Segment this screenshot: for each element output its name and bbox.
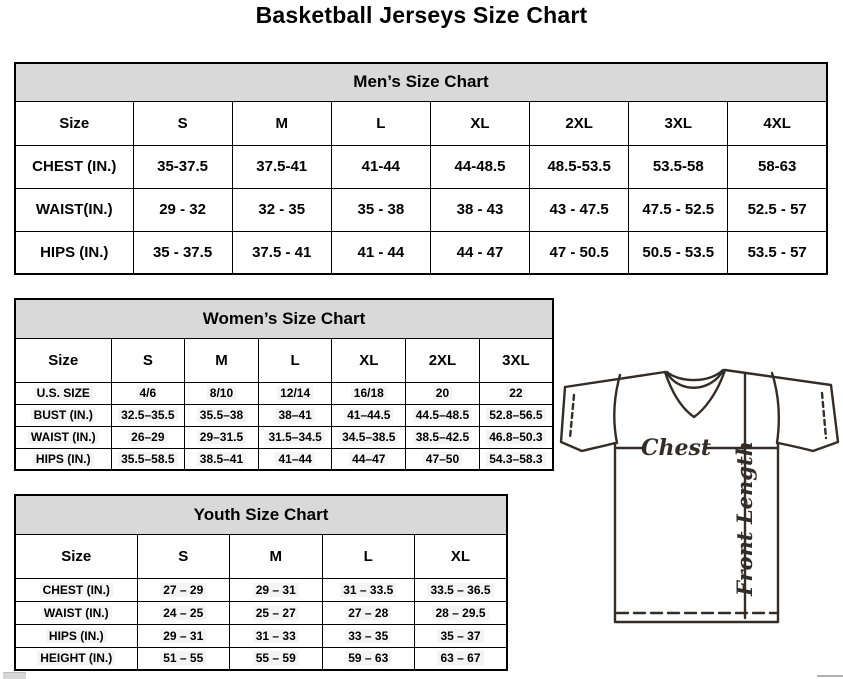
mens-waist-in-s: 29 - 32 (133, 188, 232, 231)
mens-hips-in-2xl: 47 - 50.5 (530, 231, 629, 274)
youth-hips-in-s: 29 – 31 (137, 624, 230, 647)
youth-col-header-s: S (137, 534, 230, 578)
womens-waist-in-2xl: 38.5–42.5 (406, 426, 480, 448)
womens-u-s-size-s: 4/6 (111, 382, 185, 404)
mens-waist-in-2xl: 43 - 47.5 (530, 188, 629, 231)
mens-waist-in-3xl: 47.5 - 52.5 (629, 188, 728, 231)
womens-chart-title: Women’s Size Chart (15, 299, 553, 338)
mens-waist-in-xl: 38 - 43 (430, 188, 529, 231)
womens-row-bust-in (15, 404, 553, 426)
womens-waist-in-s: 26–29 (111, 426, 185, 448)
womens-waist-in-3xl: 46.8–50.3 (479, 426, 553, 448)
youth-row-waist-in (15, 601, 507, 624)
mens-size-chart-table (14, 62, 828, 275)
youth-col-header-l: L (322, 534, 415, 578)
womens-hips-in-2xl: 47–50 (406, 448, 480, 470)
mens-hips-in-l: 41 - 44 (331, 231, 430, 274)
womens-u-s-size-3xl: 22 (479, 382, 553, 404)
womens-size-chart-table (14, 298, 554, 471)
youth-row-label-waist-in: WAIST (IN.) (15, 601, 137, 624)
womens-col-header-xl: XL (332, 338, 406, 382)
womens-waist-in-l: 31.5–34.5 (258, 426, 332, 448)
youth-waist-in-xl: 28 – 29.5 (415, 601, 508, 624)
womens-row-waist-in (15, 426, 553, 448)
mens-col-header-xl: XL (430, 101, 529, 145)
mens-chest-in-xl: 44-48.5 (430, 145, 529, 188)
youth-chart-title: Youth Size Chart (15, 495, 507, 534)
womens-row-u-s-size (15, 382, 553, 404)
mens-chest-in-3xl: 53.5-58 (629, 145, 728, 188)
womens-row-label-u-s-size: U.S. SIZE (15, 382, 111, 404)
womens-bust-in-3xl: 52.8–56.5 (479, 404, 553, 426)
womens-col-header-3xl: 3XL (479, 338, 553, 382)
youth-waist-in-m: 25 – 27 (230, 601, 323, 624)
youth-waist-in-l: 27 – 28 (322, 601, 415, 624)
womens-hips-in-3xl: 54.3–58.3 (479, 448, 553, 470)
youth-chest-in-s: 27 – 29 (137, 578, 230, 601)
youth-size-header: Size (15, 534, 137, 578)
youth-chest-in-l: 31 – 33.5 (322, 578, 415, 601)
youth-height-in-xl: 63 – 67 (415, 647, 508, 670)
youth-row-chest-in (15, 578, 507, 601)
mens-col-header-s: S (133, 101, 232, 145)
mens-waist-in-m: 32 - 35 (232, 188, 331, 231)
jersey-collar-top-arc (667, 370, 723, 380)
youth-col-header-xl: XL (415, 534, 508, 578)
mens-hips-in-4xl: 53.5 - 57 (728, 231, 827, 274)
youth-chest-in-m: 29 – 31 (230, 578, 323, 601)
womens-bust-in-2xl: 44.5–48.5 (406, 404, 480, 426)
page-title: Basketball Jerseys Size Chart (255, 2, 588, 28)
youth-row-label-height-in: HEIGHT (IN.) (15, 647, 137, 670)
mens-size-header: Size (15, 101, 133, 145)
womens-row-label-waist-in: WAIST (IN.) (15, 426, 111, 448)
mens-hips-in-xl: 44 - 47 (430, 231, 529, 274)
jersey-body-outline (561, 370, 838, 622)
womens-row-label-hips-in: HIPS (IN.) (15, 448, 111, 470)
womens-hips-in-xl: 44–47 (332, 448, 406, 470)
womens-u-s-size-l: 12/14 (258, 382, 332, 404)
womens-u-s-size-m: 8/10 (185, 382, 259, 404)
youth-row-hips-in (15, 624, 507, 647)
youth-hips-in-xl: 35 – 37 (415, 624, 508, 647)
mens-chest-in-l: 41-44 (331, 145, 430, 188)
mens-row-waist-in (15, 188, 827, 231)
womens-size-header: Size (15, 338, 111, 382)
womens-col-header-s: S (111, 338, 185, 382)
youth-height-in-s: 51 – 55 (137, 647, 230, 670)
mens-row-chest-in (15, 145, 827, 188)
mens-row-label-chest-in: CHEST (IN.) (15, 145, 133, 188)
womens-hips-in-s: 35.5–58.5 (111, 448, 185, 470)
mens-waist-in-4xl: 52.5 - 57 (728, 188, 827, 231)
mens-col-header-3xl: 3XL (629, 101, 728, 145)
womens-bust-in-l: 38–41 (258, 404, 332, 426)
womens-row-label-bust-in: BUST (IN.) (15, 404, 111, 426)
womens-hips-in-l: 41–44 (258, 448, 332, 470)
youth-hips-in-l: 33 – 35 (322, 624, 415, 647)
youth-waist-in-s: 24 – 25 (137, 601, 230, 624)
mens-col-header-4xl: 4XL (728, 101, 827, 145)
chest-label: Chest (640, 435, 712, 461)
womens-hips-in-m: 38.5–41 (185, 448, 259, 470)
womens-bust-in-s: 32.5–35.5 (111, 404, 185, 426)
page-bottom-left-fragment (3, 672, 26, 679)
mens-chart-title: Men’s Size Chart (15, 63, 827, 101)
youth-hips-in-m: 31 – 33 (230, 624, 323, 647)
youth-size-chart-table (14, 494, 508, 671)
womens-col-header-m: M (185, 338, 259, 382)
youth-height-in-m: 55 – 59 (230, 647, 323, 670)
womens-u-s-size-2xl: 20 (406, 382, 480, 404)
jersey-left-sleeve-seam (614, 375, 620, 443)
mens-hips-in-3xl: 50.5 - 53.5 (629, 231, 728, 274)
womens-bust-in-xl: 41–44.5 (332, 404, 406, 426)
womens-col-header-l: L (258, 338, 332, 382)
mens-col-header-2xl: 2XL (530, 101, 629, 145)
mens-chest-in-4xl: 58-63 (728, 145, 827, 188)
mens-chest-in-2xl: 48.5-53.5 (530, 145, 629, 188)
mens-row-label-hips-in: HIPS (IN.) (15, 231, 133, 274)
youth-height-in-l: 59 – 63 (322, 647, 415, 670)
youth-chest-in-xl: 33.5 – 36.5 (415, 578, 508, 601)
mens-row-hips-in (15, 231, 827, 274)
youth-row-label-chest-in: CHEST (IN.) (15, 578, 137, 601)
jersey-right-cuff-dashes (822, 393, 826, 438)
womens-row-hips-in (15, 448, 553, 470)
front-length-label: Front Length (732, 441, 757, 596)
mens-chest-in-m: 37.5-41 (232, 145, 331, 188)
mens-col-header-l: L (331, 101, 430, 145)
womens-waist-in-xl: 34.5–38.5 (332, 426, 406, 448)
page-bottom-right-fragment (817, 675, 843, 677)
jersey-measurement-diagram (558, 358, 841, 630)
mens-col-header-m: M (232, 101, 331, 145)
youth-col-header-m: M (230, 534, 323, 578)
womens-waist-in-m: 29–31.5 (185, 426, 259, 448)
womens-col-header-2xl: 2XL (406, 338, 480, 382)
mens-chest-in-s: 35-37.5 (133, 145, 232, 188)
jersey-left-cuff-dashes (570, 395, 574, 438)
mens-hips-in-m: 37.5 - 41 (232, 231, 331, 274)
youth-row-label-hips-in: HIPS (IN.) (15, 624, 137, 647)
mens-row-label-waist-in: WAIST(IN.) (15, 188, 133, 231)
mens-waist-in-l: 35 - 38 (331, 188, 430, 231)
jersey-right-sleeve-seam (772, 373, 779, 443)
youth-row-height-in (15, 647, 507, 670)
womens-bust-in-m: 35.5–38 (185, 404, 259, 426)
mens-hips-in-s: 35 - 37.5 (133, 231, 232, 274)
womens-u-s-size-xl: 16/18 (332, 382, 406, 404)
